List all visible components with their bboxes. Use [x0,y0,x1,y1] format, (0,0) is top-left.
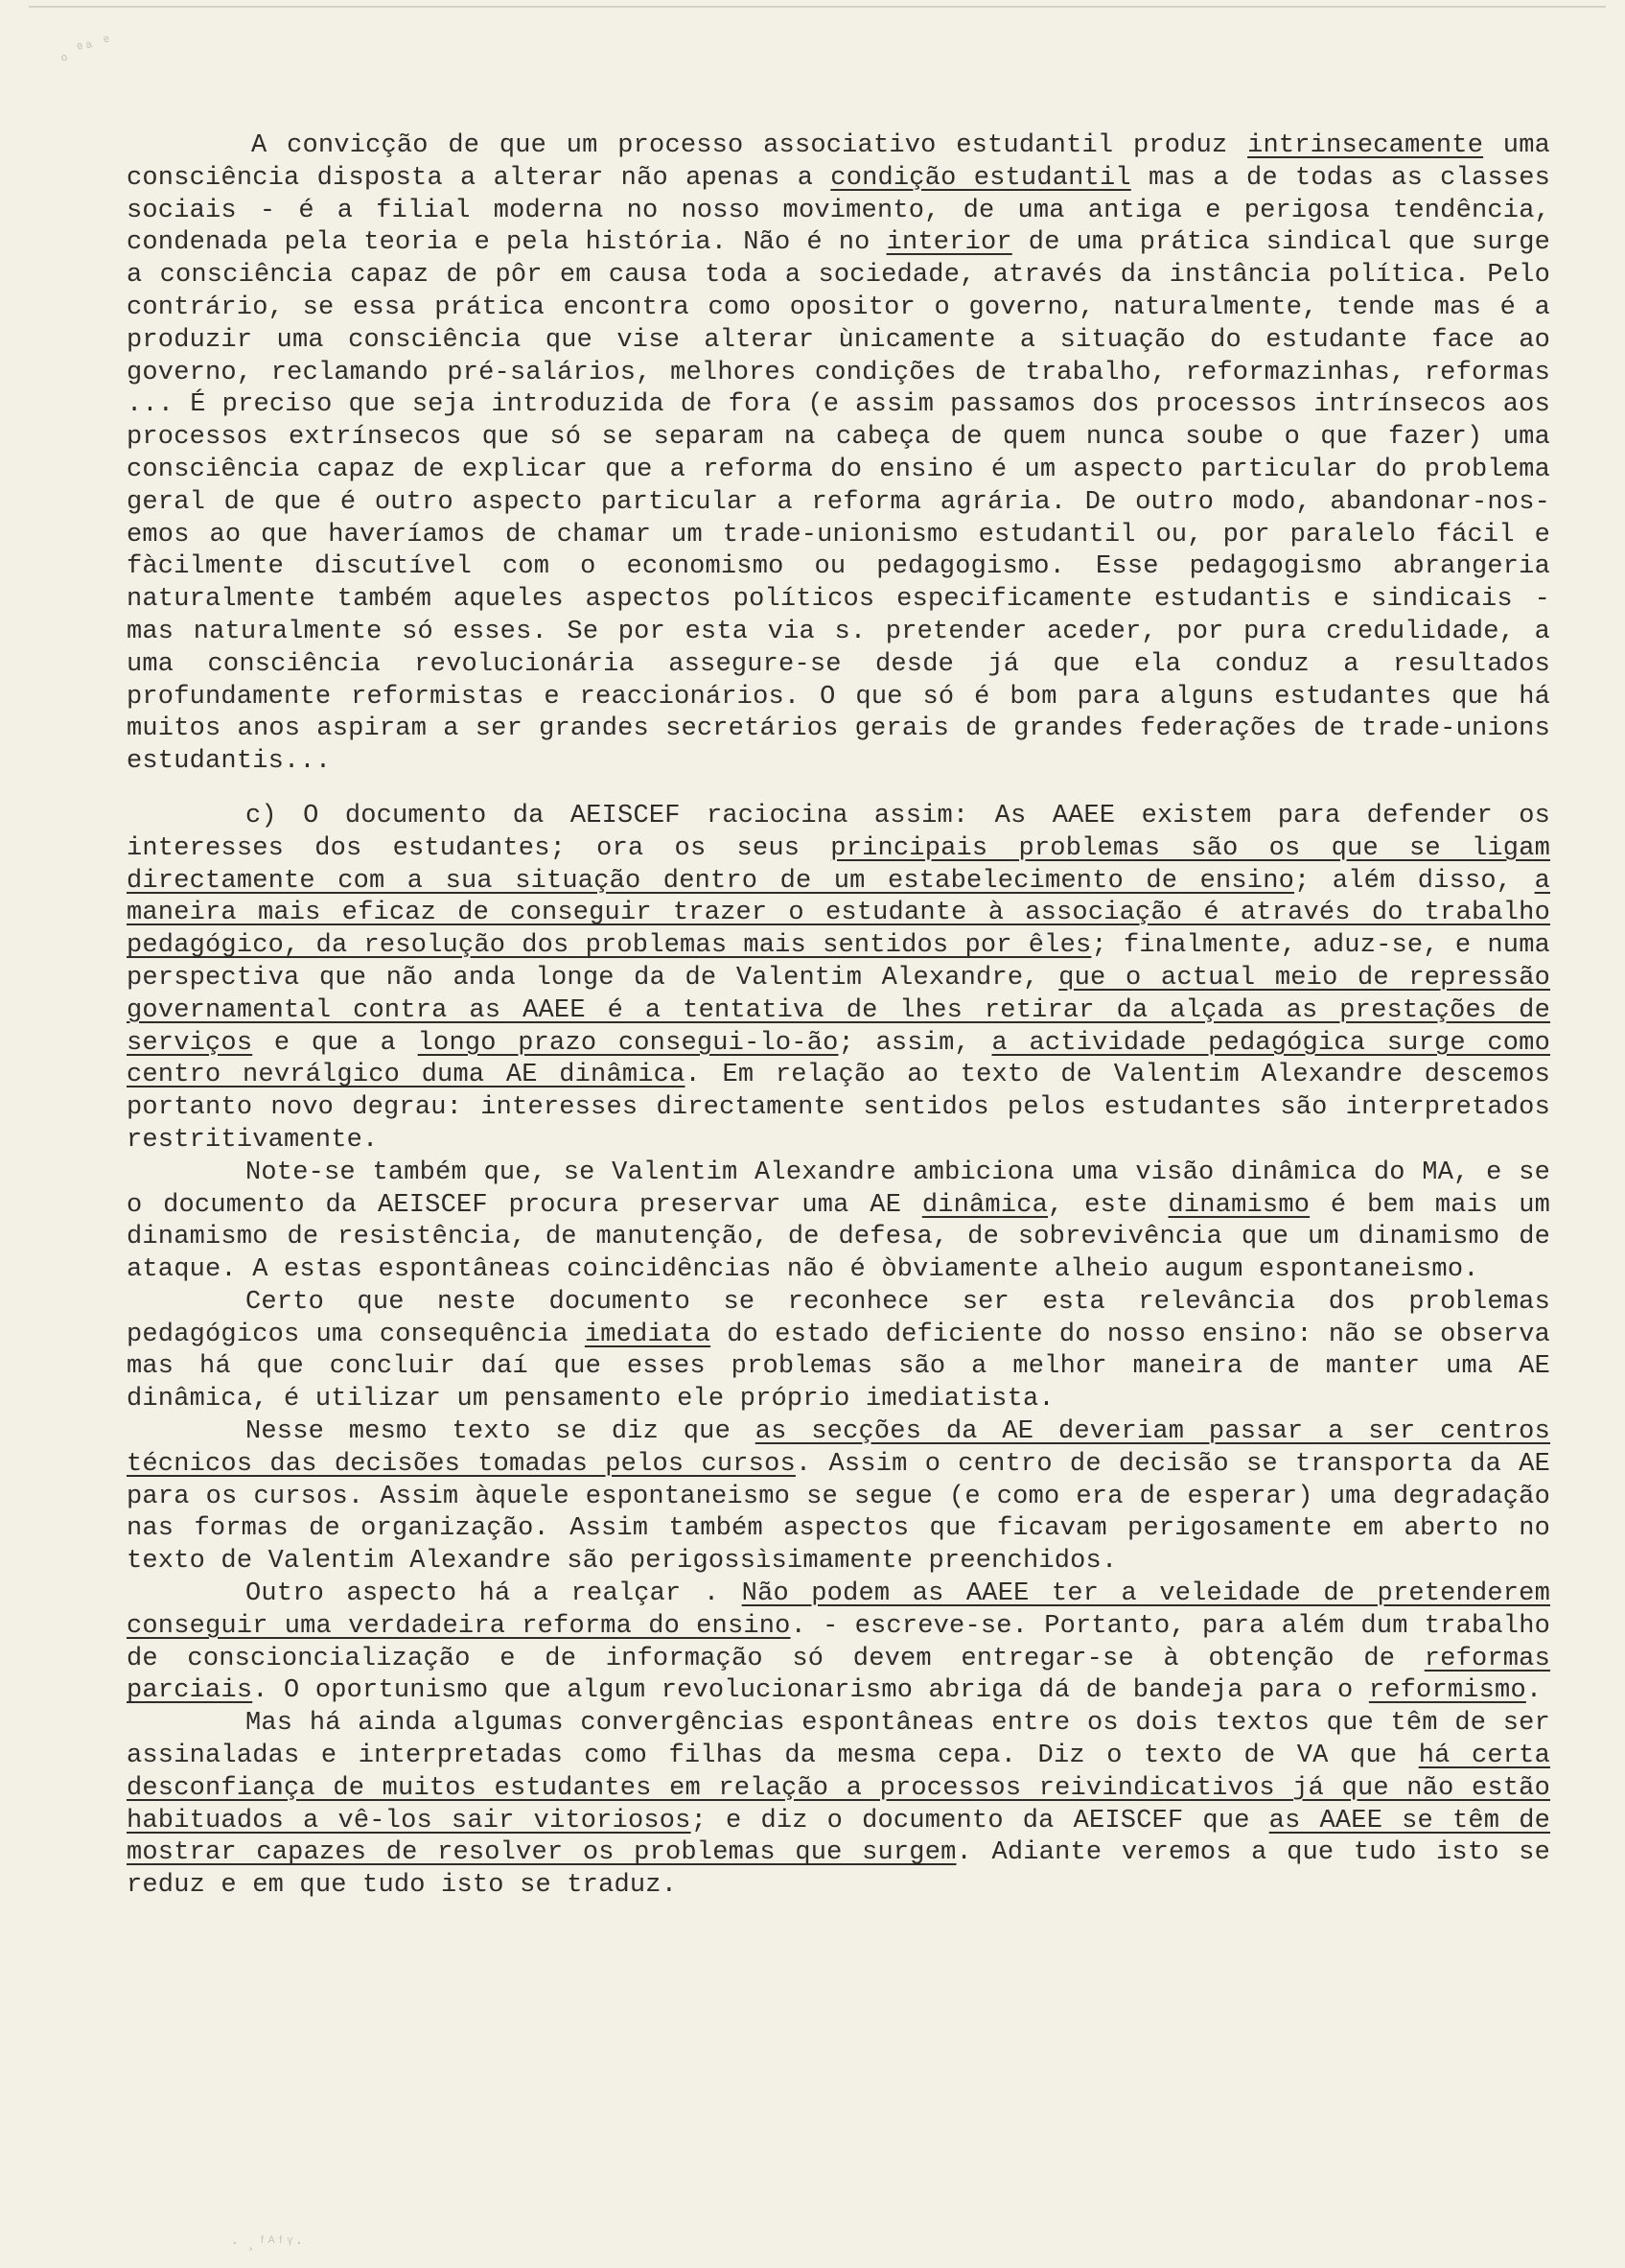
footer-mark: · ¸ᶠᴬᶠᵞ· [230,2234,304,2252]
document-body [127,130,1550,1903]
page-top-edge [29,6,1606,8]
paragraph-7: Mas há ainda algumas convergências espontâneas entre os dois textos que têm de ser assinaladas e interpretadas como filhas da mesma cepa. Diz o texto de VA que há certa desconfiança de muitos estudantes em relação a processos reivindicativos já que não estão habituados a vê-los sair vitoriosos; e diz o documento da AEISCEF que as AAEE se têm de mostrar capazes de resolver os problemas que surgem. Adiante veremos a que tudo isto se reduz e em que tudo isto se traduz. [127,1709,1551,1901]
paragraph-3: Note-se também que, se Valentim Alexandre ambiciona uma visão dinâmica do MA, e se o documento da AEISCEF procura preservar uma AE dinâmica, este dinamismo é bem mais um dinamismo de resistência, de manutenção, de defesa, de sobrevivência que um dinamismo de ataque. A estas espontâneas coincidências não é òbviamente alheio augum espontaneismo. [127,1157,1551,1285]
paragraph-1: A convicção de que um processo associativo estudantil produz intrinsecamente uma consciência disposta a alterar não apenas a condição estudantil mas a de todas as classes sociais - é a filial moderna no nosso movimento, de uma antiga e perigosa tendência, condenada pela teoria e pela história. Não é no interior de uma prática sindical que surge a consciência capaz de pôr em causa toda a sociedade, através da instância política. Pelo contrário, se essa prática encontra como opositor o governo, naturalmente, tende mas é a produzir uma consciência que vise alterar ùnicamente a situação do estudante face ao governo, reclamando pré-salários, melhores condições de trabalho, reformazinhas, reformas ... É preciso que seja introduzida de fora (e assim passamos dos processos intrínsecos aos processos extrínsecos que só se separam na cabeça de quem nunca soube o que fazer) uma consciência capaz de explicar que a reforma do ensino é um aspecto particular do problema geral de que é outro aspecto particular a reforma agrária. De outro modo, abandonar-nos-emos ao que haveríamos de chamar um trade-unionismo estudantil ou, por paralelo fácil e fàcilmente discutível com o economismo ou pedagogismo. Esse pedagogismo abrangeria naturalmente também aqueles aspectos políticos especificamente estudantis e sindicais - mas naturalmente só esses. Se por esta via s. pretender aceder, por pura credulidade, a uma consciência revolucionária assegure-se desde já que ela conduz a resultados profundamente reformistas e reaccionários. O que só é bom para alguns estudantes que há muitos anos aspiram a ser grandes secretários gerais de grandes federações de trade-unions estudantis... [127,131,1550,777]
paragraph-2: c) O documento da AEISCEF raciocina assim: As AAEE existem para defender os interesses dos estudantes; ora os seus principais problemas são os que se ligam directamente com a sua situação dentro de um estabelecimento de ensino; além disso, a maneira mais eficaz de conseguir trazer o estudante à associação é através do trabalho pedagógico, da resolução dos problemas mais sentidos por êles; finalmente, aduz-se, e numa perspectiva que não anda longe da de Valentim Alexandre, que o actual meio de repressão governamental contra as AAEE é a tentativa de lhes retirar da alçada as prestações de serviços e que a longo prazo consegui-lo-ão; assim, a actividade pedagógica surge como centro nevrálgico duma AE dinâmica. Em relação ao texto de Valentim Alexandre descemos portanto novo degrau: interesses directamente sentidos pelos estudantes são interpretados restritivamente. [127,801,1551,1155]
margin-mark: ₒ ⁰ᵃ ᵉ [56,32,115,66]
paragraph-4: Certo que neste documento se reconhece ser esta relevância dos problemas pedagógicos uma consequência imediata do estado deficiente do nosso ensino: não se observa mas há que concluir daí que esses problemas são a melhor maneira de manter uma AE dinâmica, é utilizar um pensamento ele próprio imediatista. [127,1287,1550,1415]
paragraph-5: Nesse mesmo texto se diz que as secções da AE deveriam passar a ser centros técnicos das decisões tomadas pelos cursos. Assim o centro de decisão se transporta da AE para os cursos. Assim àquele espontaneismo se segue (e como era de esperar) uma degradação nas formas de organização. Assim também aspectos que ficavam perigosamente em aberto no texto de Valentim Alexandre são perigossìsimamente preenchidos. [127,1417,1550,1577]
paragraph-6: Outro aspecto há a realçar . Não podem as AAEE ter a veleidade de pretenderem conseguir uma verdadeira reforma do ensino. - escreve-se. Portanto, para além dum trabalho de conscioncialização e de informação só devem entregar-se à obtenção de reformas parciais. O oportunismo que algum revolucionarismo abriga dá de bandeja para o reformismo. [127,1579,1550,1706]
